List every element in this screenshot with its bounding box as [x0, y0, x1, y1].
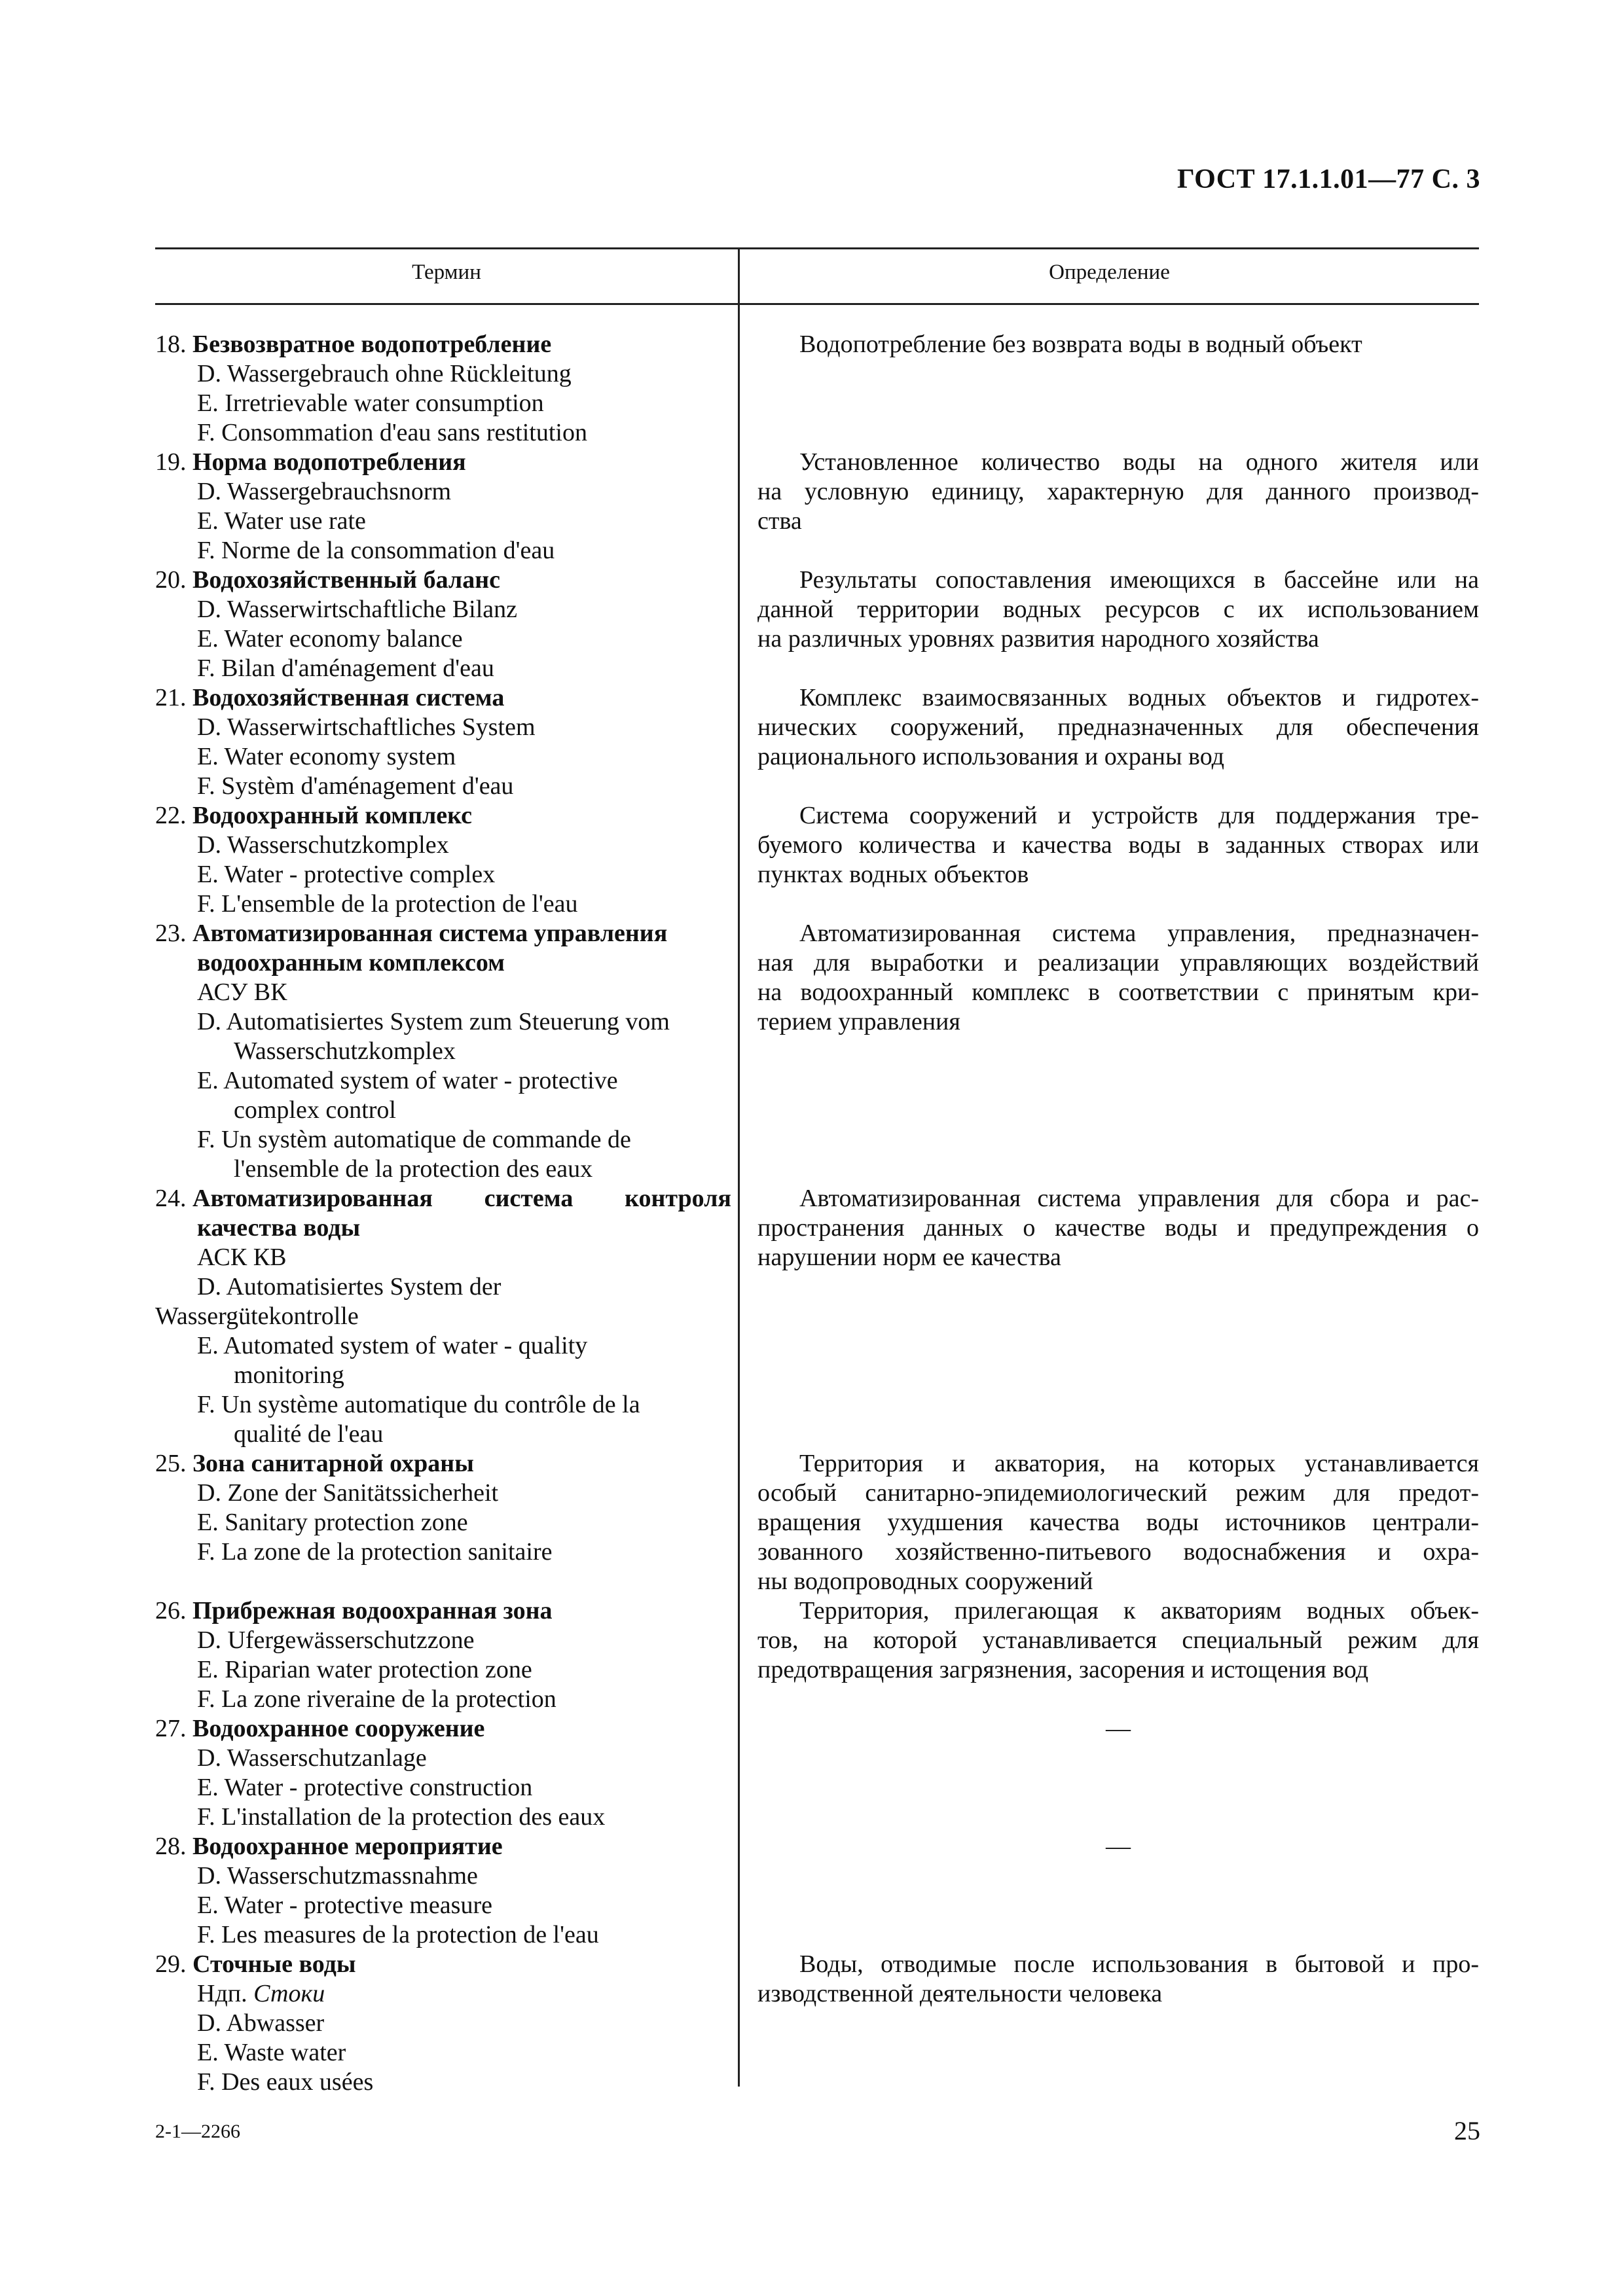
- term-27-title: 27. Водоохранное сооружение: [155, 1715, 485, 1742]
- def-26-line: Территория, прилегающая к акваториям водных объек-: [799, 1597, 1479, 1624]
- def-29: [757, 1950, 1479, 2009]
- def-28-dash: —: [1106, 1833, 1131, 1860]
- term-23-abbr: АСУ ВК: [197, 978, 287, 1006]
- def-20: [757, 565, 1479, 654]
- page-header: ГОСТ 17.1.1.01—77 С. 3: [1176, 164, 1480, 194]
- def-28: [757, 1832, 1479, 1861]
- def-23-line: ная для выработки и реализации управляющих воздействий: [757, 949, 1479, 977]
- def-22-line: Система сооружений и устройств для поддержания тре-: [799, 802, 1479, 829]
- term-19-de: D. Wassergebrauchsnorm: [197, 478, 452, 505]
- term-24-en: E. Automated system of water - quality: [197, 1332, 588, 1359]
- term-21-fr: F. Systèm d'aménagement d'eau: [197, 772, 514, 800]
- term-18-fr: F. Consommation d'eau sans restitution: [197, 419, 587, 446]
- term-23-en-cont: complex control: [234, 1096, 396, 1124]
- term-23-title-cont: водоохранным комплексом: [197, 949, 505, 977]
- def-25-line: Территория и акватория, на которых устанавливается: [799, 1450, 1479, 1477]
- def-22-line: буемого количества и качества воды в заданных створах или: [757, 831, 1479, 859]
- term-18-en: E. Irretrievable water consumption: [197, 389, 544, 417]
- def-23: [757, 919, 1479, 1037]
- term-26-fr: F. La zone riveraine de la protection: [197, 1685, 556, 1713]
- def-24-line: Автоматизированная система управления для сбора и рас-: [799, 1185, 1479, 1212]
- def-25: [757, 1449, 1479, 1596]
- def-29-line: изводственной деятельности человека: [757, 1980, 1163, 2007]
- def-25-line: ны водопроводных сооружений: [757, 1568, 1093, 1595]
- term-28-title: 28. Водоохранное мероприятие: [155, 1833, 503, 1860]
- def-19-line: Установленное количество воды на одного жителя или: [799, 448, 1479, 476]
- def-29-line: Воды, отводимые после использования в бытовой и про-: [799, 1950, 1479, 1978]
- term-28-de: D. Wasserschutzmassnahme: [197, 1862, 478, 1890]
- terms-column: [155, 330, 731, 2097]
- term-24-de-cont: Wassergütekontrolle: [155, 1302, 359, 1330]
- def-19-line: ства: [757, 507, 802, 535]
- def-27: [757, 1714, 1479, 1744]
- spacer: [155, 1567, 731, 1596]
- def-26-line: тов, на которой устанавливается специальный режим для: [757, 1626, 1479, 1654]
- term-21-title: 21. Водохозяйственная система: [155, 684, 505, 711]
- def-21-line: рационального использования и охраны вод: [757, 743, 1224, 770]
- term-26-de: D. Ufergewässerschutzzone: [197, 1626, 475, 1654]
- term-25-title: 25. Зона санитарной охраны: [155, 1450, 474, 1477]
- def-24-line: пространения данных о качестве воды и предупреждения о: [757, 1214, 1479, 1242]
- print-code: 2-1—2266: [155, 2121, 240, 2142]
- term-28-fr: F. Les measures de la protection de l'eau: [197, 1921, 599, 1948]
- def-25-line: особый санитарно-эпидемиологический режим для предот-: [757, 1479, 1479, 1507]
- def-27-dash: —: [1106, 1715, 1131, 1742]
- term-27-fr: F. L'installation de la protection des eaux: [197, 1803, 606, 1831]
- term-24-title: 24. Автоматизированная система контроля: [155, 1185, 731, 1212]
- def-24: [757, 1184, 1479, 1272]
- def-25-line: зованного хозяйственно-питьевого водоснабжения и охра-: [757, 1538, 1479, 1566]
- term-20-title: 20. Водохозяйственный баланс: [155, 566, 500, 594]
- term-29-fr: F. Des eaux usées: [197, 2068, 374, 2096]
- column-header-term: Термин: [412, 260, 481, 284]
- def-25-line: вращения ухудшения качества воды источников централи-: [757, 1509, 1479, 1536]
- def-18: [757, 330, 1479, 359]
- term-23-en: E. Automated system of water - protective: [197, 1067, 618, 1094]
- table-top-rule: [155, 247, 1479, 249]
- def-21-line: Комплекс взаимосвязанных водных объектов и гидротех-: [799, 684, 1479, 711]
- term-23-title: 23. Автоматизированная система управления: [155, 920, 668, 947]
- term-25-de: D. Zone der Sanitätssicherheit: [197, 1479, 499, 1507]
- term-22-fr: F. L'ensemble de la protection de l'eau: [197, 890, 578, 918]
- term-29-de: D. Abwasser: [197, 2009, 325, 2037]
- def-22-line: пунктах водных объектов: [757, 861, 1029, 888]
- def-21-line: нических сооружений, предназначенных для обеспечения: [757, 713, 1479, 741]
- def-23-line: на водоохранный комплекс в соответствии с принятым кри-: [757, 978, 1479, 1006]
- term-28-en: E. Water - protective measure: [197, 1892, 492, 1919]
- term-29-en: E. Waste water: [197, 2039, 346, 2066]
- term-23-de-cont: Wasserschutzkomplex: [234, 1037, 456, 1065]
- term-29-title: 29. Сточные воды: [155, 1950, 356, 1978]
- term-24-title-cont: качества воды: [197, 1214, 361, 1242]
- term-29-ndp: Ндп. Стоки: [197, 1980, 325, 2007]
- def-20-line: Результаты сопоставления имеющихся в бассейне или на: [799, 566, 1479, 594]
- term-23-de: D. Automatisiertes System zum Steuerung vom: [197, 1008, 670, 1035]
- term-18-title: 18. Безвозвратное водопотребление: [155, 331, 552, 358]
- term-23-fr: F. Un systèm automatique de commande de: [197, 1126, 631, 1153]
- def-19: [757, 448, 1479, 536]
- def-26: [757, 1596, 1479, 1685]
- term-20-de: D. Wasserwirtschaftliche Bilanz: [197, 596, 518, 623]
- term-26-en: E. Riparian water protection zone: [197, 1656, 532, 1683]
- def-20-line: на различных уровнях развития народного хозяйства: [757, 625, 1319, 653]
- def-22: [757, 801, 1479, 889]
- term-21-en: E. Water economy system: [197, 743, 456, 770]
- def-23-line: Автоматизированная система управления, предназначен-: [799, 920, 1479, 947]
- term-24-fr-cont: qualité de l'eau: [234, 1420, 384, 1448]
- def-21: [757, 683, 1479, 772]
- term-19-en: E. Water use rate: [197, 507, 366, 535]
- term-24-abbr: АСК КВ: [197, 1244, 287, 1271]
- term-20-en: E. Water economy balance: [197, 625, 463, 653]
- term-25-fr: F. La zone de la protection sanitaire: [197, 1538, 553, 1566]
- def-19-line: на условную единицу, характерную для данного производ-: [757, 478, 1479, 505]
- term-19-title: 19. Норма водопотребления: [155, 448, 466, 476]
- term-22-title: 22. Водоохранный комплекс: [155, 802, 472, 829]
- term-27-de: D. Wasserschutzanlage: [197, 1744, 427, 1772]
- term-22-en: E. Water - protective complex: [197, 861, 496, 888]
- term-27-en: E. Water - protective construction: [197, 1774, 533, 1801]
- term-26-title: 26. Прибрежная водоохранная зона: [155, 1597, 553, 1624]
- term-24-de: D. Automatisiertes System der: [197, 1273, 501, 1300]
- page-number: 25: [1454, 2116, 1480, 2145]
- table-header-rule: [155, 303, 1479, 305]
- term-22-de: D. Wasserschutzkomplex: [197, 831, 449, 859]
- column-divider: [738, 247, 740, 2087]
- term-21-de: D. Wasserwirtschaftliches System: [197, 713, 536, 741]
- term-24-fr: F. Un système automatique du contrôle de la: [197, 1391, 640, 1418]
- def-24-line: нарушении норм ее качества: [757, 1244, 1061, 1271]
- term-19-fr: F. Norme de la consommation d'eau: [197, 537, 555, 564]
- term-20-fr: F. Bilan d'aménagement d'eau: [197, 655, 494, 682]
- def-18-line: Водопотребление без возврата воды в водный объект: [799, 331, 1362, 358]
- term-24-en-cont: monitoring: [234, 1361, 344, 1389]
- term-25-en: E. Sanitary protection zone: [197, 1509, 468, 1536]
- def-26-line: предотвращения загрязнения, засорения и истощения вод: [757, 1656, 1369, 1683]
- def-20-line: данной территории водных ресурсов с их использованием: [757, 596, 1479, 623]
- term-18-de: D. Wassergebrauch ohne Rückleitung: [197, 360, 572, 387]
- term-23-fr-cont: l'ensemble de la protection des eaux: [234, 1155, 593, 1183]
- column-header-definition: Определение: [1049, 260, 1170, 284]
- def-23-line: терием управления: [757, 1008, 960, 1035]
